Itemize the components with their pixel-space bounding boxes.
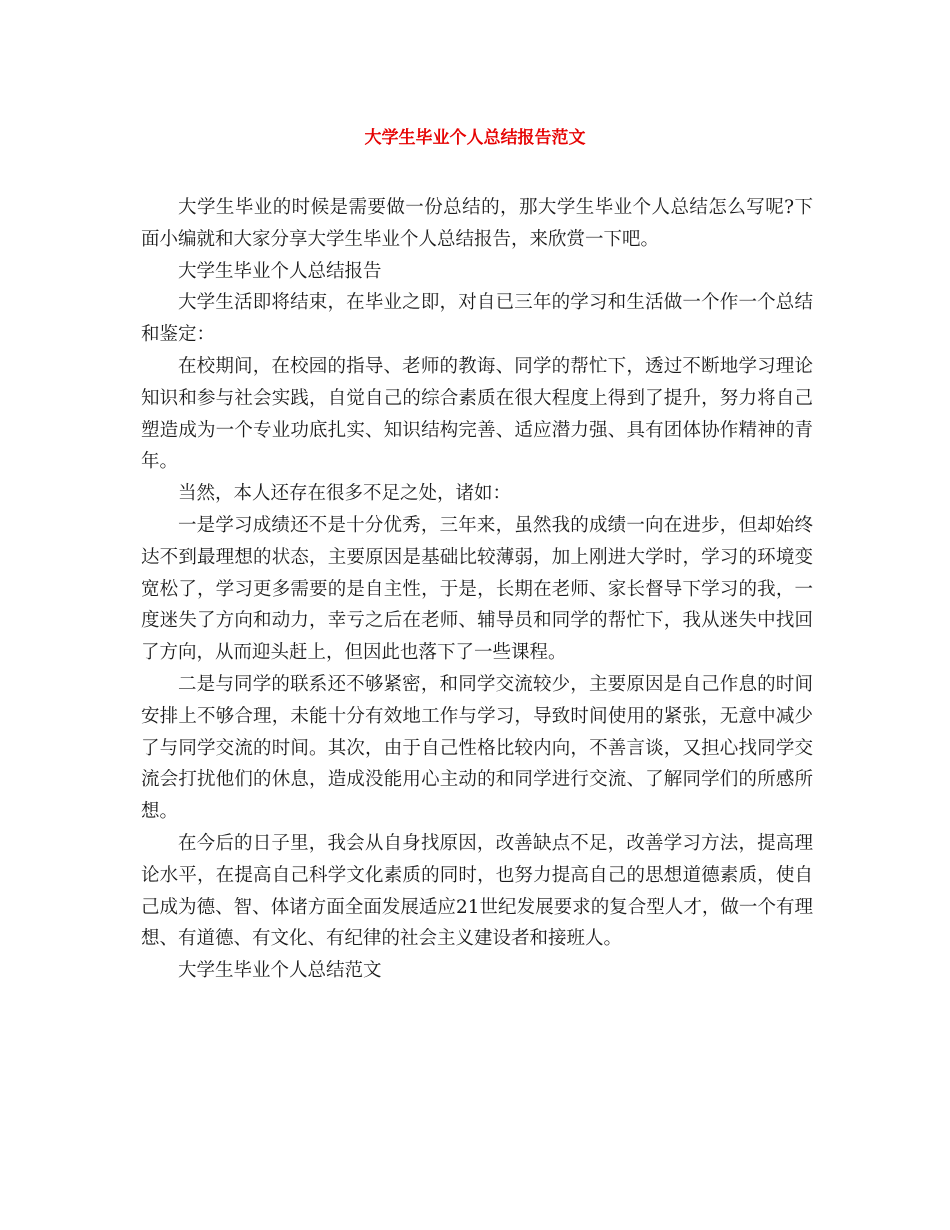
- paragraph-campus-period: 在校期间，在校园的指导、老师的教诲、同学的帮忙下，透过不断地学习理论知识和参与社会实践，自觉自己的综合素质在很大程度上得到了提升，努力将自己塑造成为一个专业功底扎实、知识结构完善、适应潜力强、具有团体协作精神的青年。: [141, 355, 813, 473]
- paragraph-future-plans: 在今后的日子里，我会从自身找原因，改善缺点不足，改善学习方法，提高理论水平，在提高自己科学文化素质的同时，也努力提高自己的思想道德素质，使自己成为德、智、体诸方面全面发展适应21世纪发展要求的复合型人才，做一个有理想、有道德、有文化、有纪律的社会主义建设者和接班人。: [141, 832, 813, 950]
- document-body: [141, 192, 813, 987]
- paragraph-opening: 大学生活即将结束，在毕业之即，对自已三年的学习和生活做一个作一个总结和鉴定：: [141, 292, 813, 346]
- paragraph-subheading-report: 大学生毕业个人总结报告: [178, 260, 382, 282]
- paragraph-shortcoming-one: 一是学习成绩还不是十分优秀，三年来，虽然我的成绩一向在进步，但却始终达不到最理想的状态，主要原因是基础比较薄弱，加上刚进大学时，学习的环境变宽松了，学习更多需要的是自主性，于是，长期在老师、家长督导下学习的我，一度迷失了方向和动力，幸亏之后在老师、辅导员和同学的帮忙下，我从迷失中找回了方向，从而迎头赶上，但因此也落下了一些课程。: [141, 514, 813, 664]
- paragraph-shortcomings-intro: 当然，本人还存在很多不足之处，诸如：: [178, 483, 512, 505]
- paragraph-shortcoming-two: 二是与同学的联系还不够紧密，和同学交流较少，主要原因是自己作息的时间安排上不够合理，未能十分有效地工作与学习，导致时间使用的紧张，无意中减少了与同学交流的时间。其次，由于自己性格比较内向，不善言谈，又担心找同学交流会打扰他们的休息，造成没能用心主动的和同学进行交流、了解同学们的所感所想。: [141, 673, 813, 823]
- paragraph-subheading-sample: 大学生毕业个人总结范文: [178, 960, 382, 982]
- document-title: 大学生毕业个人总结报告范文: [364, 128, 586, 148]
- paragraph-intro: 大学生毕业的时候是需要做一份总结的，那大学生毕业个人总结怎么写呢?下面小编就和大家分享大学生毕业个人总结报告，来欣赏一下吧。: [141, 197, 813, 250]
